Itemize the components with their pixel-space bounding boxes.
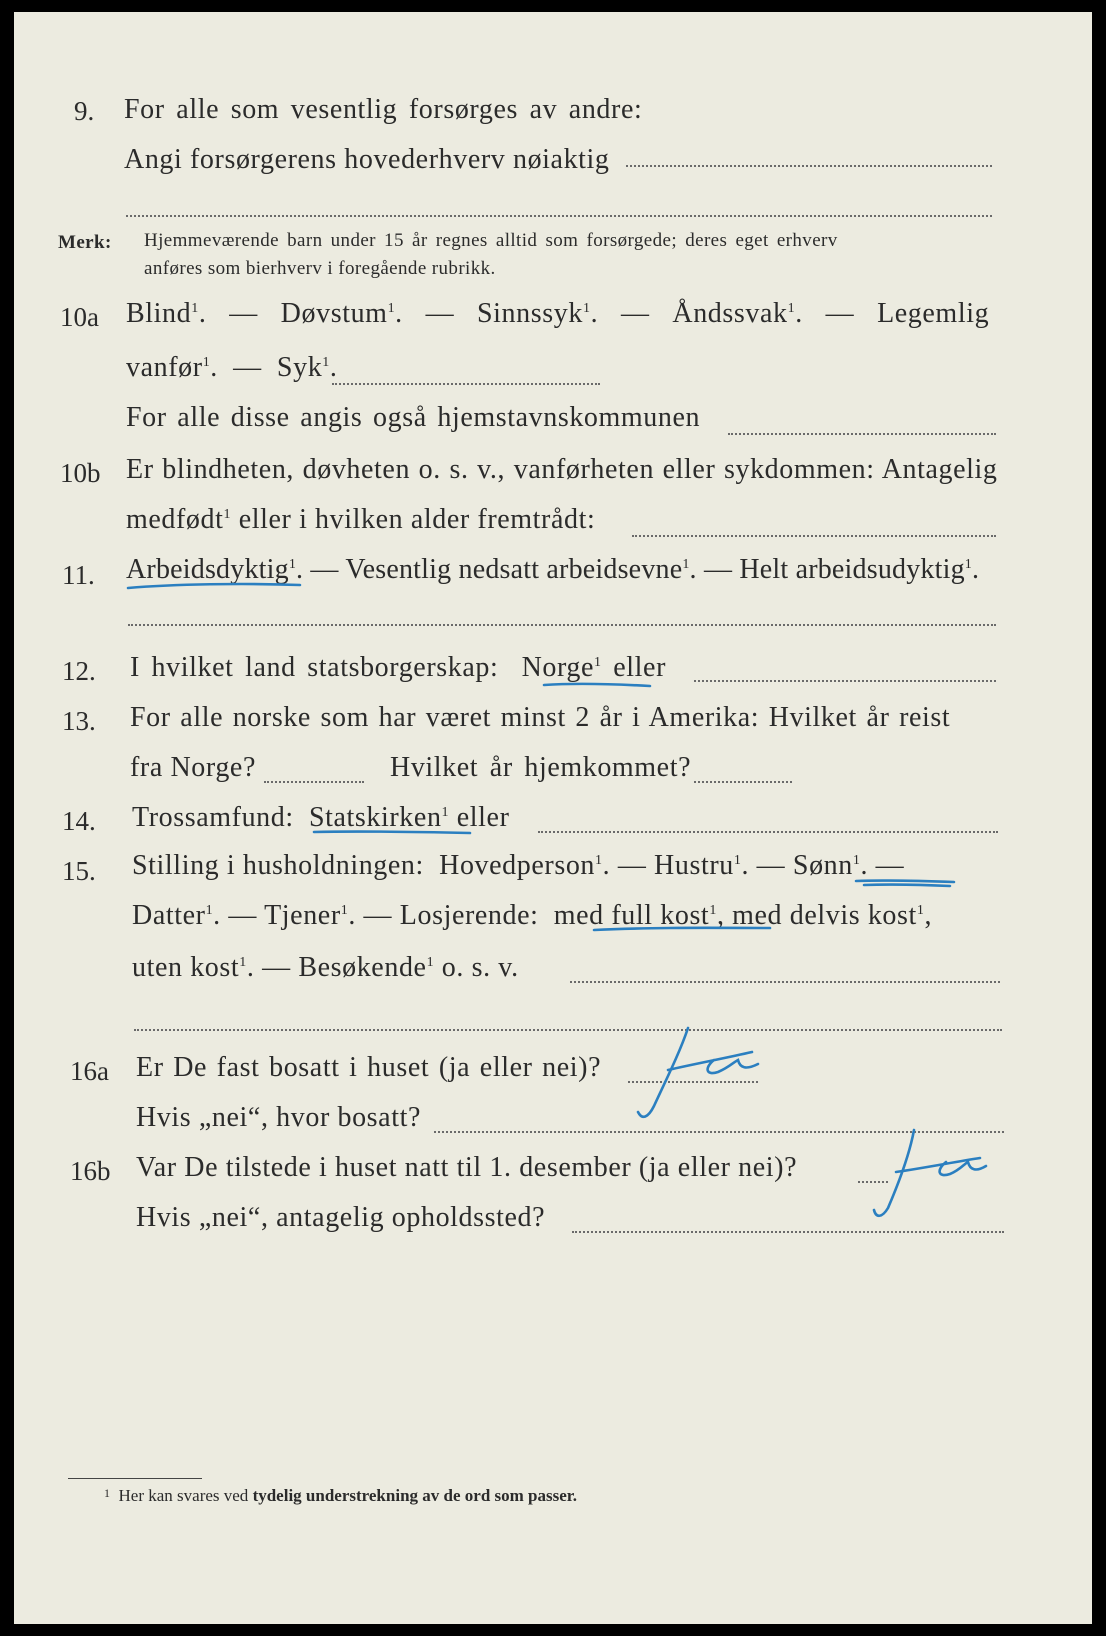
underline-med-full-kost <box>594 928 770 930</box>
q16a-line2: Hvis „nei“, hvor bosatt? <box>136 1102 421 1133</box>
underline-norge <box>544 684 650 686</box>
underline-statskirken <box>314 832 470 833</box>
q14-line: Trossamfund: Statskirken$^1$ eller <box>132 802 510 833</box>
q12-number: 12. <box>62 656 96 686</box>
q12-line: I hvilket land statsborgerskap: Norge$^1$ eller <box>130 652 666 683</box>
q10a-line3: For alle disse angis også hjemstavnskommunen <box>126 402 701 433</box>
q16a-line1: Er De fast bosatt i huset (ja eller nei)? <box>136 1052 602 1083</box>
option-hustru: Hustru <box>654 850 734 881</box>
option-dovstum: Døvstum <box>280 298 388 329</box>
q9-number: 9. <box>74 96 95 126</box>
option-helt-arbeidsudyktig: Helt arbeidsudyktig <box>739 554 965 585</box>
q13-number: 13. <box>62 706 96 736</box>
q10b-number: 10b <box>60 458 101 488</box>
option-blind: Blind <box>126 298 192 329</box>
census-form-page <box>14 12 1092 1624</box>
footnote: $^1$ Her kan svares ved tydelig understrekning av de ord som passer. <box>104 1486 578 1505</box>
q10a-number: 10a <box>60 302 99 332</box>
q16b-line2: Hvis „nei“, antagelig opholdssted? <box>136 1202 546 1233</box>
option-statskirken: Statskirken <box>308 802 442 833</box>
q10a-line1: Blind$^1$. — Døvstum$^1$. — Sinnssyk$^1$. — Åndssvak$^1$. — Legemlig <box>126 298 990 329</box>
option-uten-kost: uten kost <box>132 952 240 983</box>
option-vesentlig-nedsatt: Vesentlig nedsatt arbeidsevne <box>345 554 683 585</box>
option-arbeidsdyktig: Arbeidsdyktig <box>126 554 289 585</box>
option-med-full-kost: med full kost <box>553 900 710 931</box>
option-norge: Norge <box>521 652 595 683</box>
merk-label: Merk: <box>58 232 112 253</box>
option-syk: Syk <box>276 352 323 383</box>
option-med-delvis-kost: med delvis kost <box>732 900 917 931</box>
q13-line1: For alle norske som har været minst 2 år i Amerika: Hvilket år reist <box>130 702 951 733</box>
merk-line2: anføres som bierhverv i foregående rubrikk. <box>144 258 496 279</box>
q16a-number: 16a <box>70 1056 109 1086</box>
q11-number: 11. <box>62 560 95 590</box>
q16b-line1: Var De tilstede i huset natt til 1. desember (ja eller nei)? <box>136 1152 798 1183</box>
q10b-line2: medfødt$^1$ eller i hvilken alder fremtrådt: <box>126 504 596 535</box>
option-andssvak: Åndssvak <box>672 298 788 329</box>
q11-line: Arbeidsdyktig$^1$. — Vesentlig nedsatt arbeidsevne$^1$. — Helt arbeidsudyktig$^1$. <box>126 554 980 585</box>
q15-line3: uten kost$^1$. — Besøkende$^1$ o. s. v. <box>132 952 519 983</box>
q10a-line2: vanfør$^1$. — Syk$^1$. <box>126 352 338 383</box>
option-legemlig: Legemlig <box>877 298 990 329</box>
option-medfodt: medfødt <box>126 504 224 535</box>
q15-number: 15. <box>62 856 96 886</box>
option-vanfor: vanfør <box>126 352 203 383</box>
option-sinnssyk: Sinnssyk <box>477 298 583 329</box>
answer-16b-ja <box>874 1130 986 1216</box>
underline-arbeidsdyktig <box>128 584 300 588</box>
answer-16a-ja <box>638 1028 758 1117</box>
q14-number: 14. <box>62 806 96 836</box>
q9-line2: Angi forsørgerens hovederhverv nøiaktig <box>124 144 610 175</box>
q13-hjemkommet: Hvilket år hjemkommet? <box>390 752 692 783</box>
option-hovedperson: Hovedperson <box>439 850 596 881</box>
option-besokende: Besøkende <box>298 952 427 983</box>
q15-line2: Datter$^1$. — Tjener$^1$. — Losjerende: med full kost$^1$, med delvis kost$^1$, <box>132 900 933 931</box>
underline-sonn <box>856 881 954 886</box>
q10b-line1: Er blindheten, døvheten o. s. v., vanførheten eller sykdommen: Antagelig <box>126 454 998 485</box>
option-sonn: Sønn <box>792 850 853 881</box>
handwriting-layer <box>14 12 1092 1624</box>
option-datter: Datter <box>132 900 206 931</box>
q15-line1: Stilling i husholdningen: Hovedperson$^1$. — Hustru$^1$. — Sønn$^1$. — <box>132 850 905 881</box>
q13-fra-norge: fra Norge? <box>130 752 256 783</box>
option-tjener: Tjener <box>264 900 341 931</box>
footnote-mark: 1 <box>104 1486 110 1500</box>
merk-line1: Hjemmeværende barn under 15 år regnes alltid som forsørgede; deres eget erhverv <box>144 230 838 251</box>
q9-line1: For alle som vesentlig forsørges av andre: <box>124 94 643 125</box>
q16b-number: 16b <box>70 1156 111 1186</box>
